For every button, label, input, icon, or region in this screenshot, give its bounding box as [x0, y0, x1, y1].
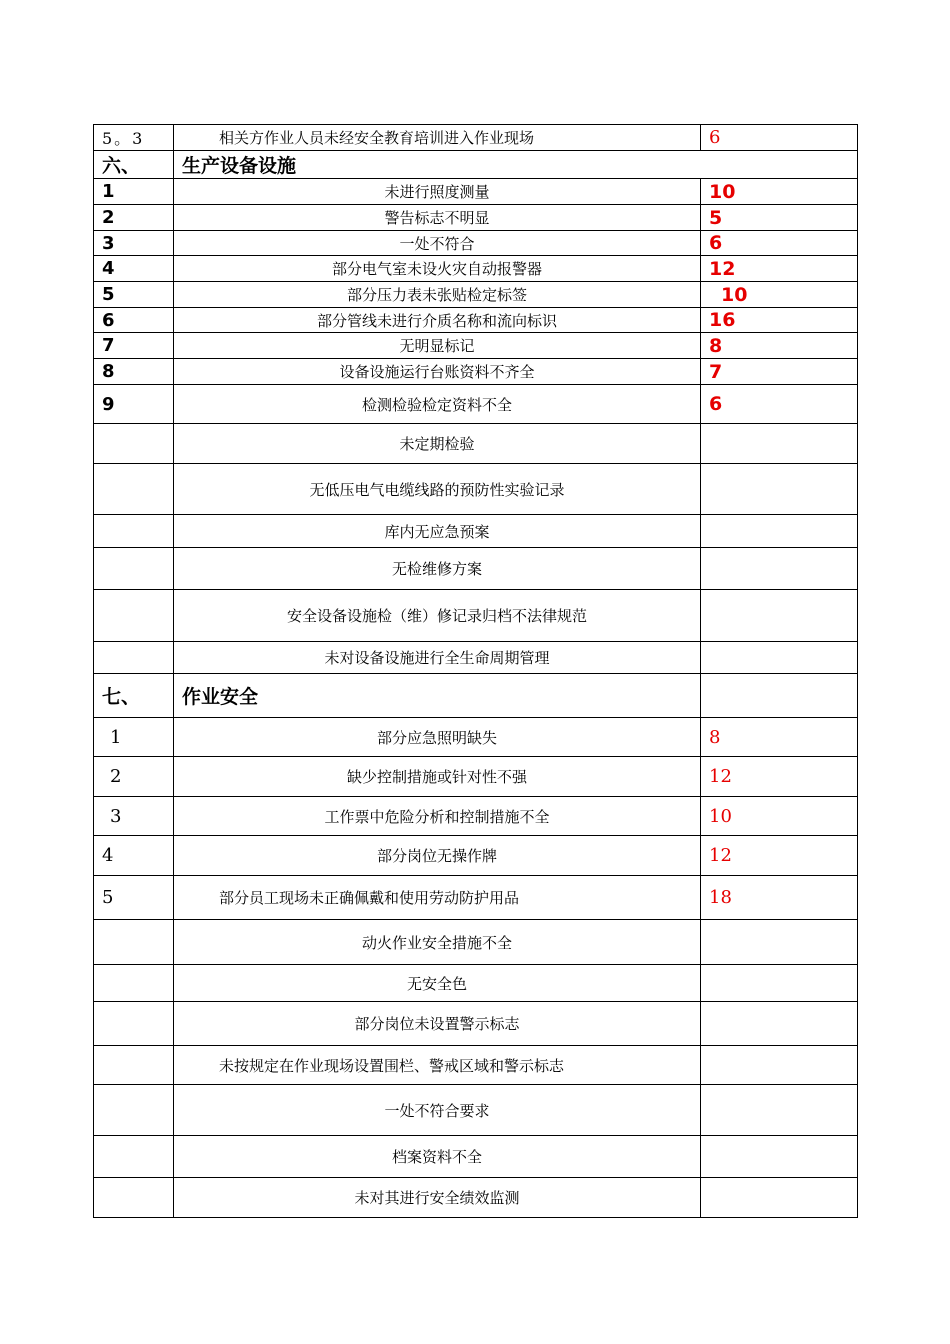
table-row	[94, 205, 858, 231]
item-number	[94, 1178, 174, 1218]
item-number: 3	[94, 797, 174, 836]
item-number: 9	[94, 385, 174, 424]
item-number: 4	[94, 836, 174, 876]
item-description: 未对其进行安全绩效监测	[174, 1178, 701, 1218]
table-row	[94, 965, 858, 1002]
table-row	[94, 256, 858, 282]
table-row	[94, 1002, 858, 1046]
item-description: 部分岗位无操作牌	[174, 836, 701, 876]
item-score	[701, 548, 858, 590]
item-number	[94, 590, 174, 642]
table-row	[94, 515, 858, 548]
item-number: 6	[94, 308, 174, 333]
item-number: 8	[94, 359, 174, 385]
item-number	[94, 1136, 174, 1178]
item-description: 缺少控制措施或针对性不强	[174, 757, 701, 797]
section-title: 生产设备设施	[174, 151, 858, 179]
table-row	[94, 282, 858, 308]
item-description: 部分电气室未设火灾自动报警器	[174, 256, 701, 282]
item-number: 4	[94, 256, 174, 282]
table-row	[94, 464, 858, 515]
item-description: 库内无应急预案	[174, 515, 701, 548]
item-score	[701, 515, 858, 548]
item-description: 相关方作业人员未经安全教育培训进入作业现场	[174, 125, 701, 151]
item-score: 18	[701, 876, 858, 920]
table-row	[94, 385, 858, 424]
table-row	[94, 231, 858, 256]
item-description: 无低压电气电缆线路的预防性实验记录	[174, 464, 701, 515]
item-score: 6	[701, 125, 858, 151]
item-number: 1	[94, 718, 174, 757]
item-number: 2	[94, 757, 174, 797]
item-number: 1	[94, 179, 174, 205]
item-description: 未按规定在作业现场设置围栏、警戒区域和警示标志	[174, 1046, 701, 1085]
item-description: 未对设备设施进行全生命周期管理	[174, 642, 701, 674]
table-row	[94, 797, 858, 836]
table-row	[94, 424, 858, 464]
item-score	[701, 1002, 858, 1046]
item-score	[701, 464, 858, 515]
item-description: 部分管线未进行介质名称和流向标识	[174, 308, 701, 333]
item-description: 档案资料不全	[174, 1136, 701, 1178]
item-description: 部分压力表未张贴检定标签	[174, 282, 701, 308]
table-row	[94, 718, 858, 757]
item-description: 安全设备设施检（维）修记录归档不法律规范	[174, 590, 701, 642]
section-score	[701, 674, 858, 718]
table-row	[94, 836, 858, 876]
table-row	[94, 642, 858, 674]
section-number: 六、	[94, 151, 174, 179]
item-description: 一处不符合要求	[174, 1085, 701, 1136]
table-row	[94, 179, 858, 205]
item-score: 8	[701, 718, 858, 757]
item-score: 12	[701, 836, 858, 876]
item-score: 12	[701, 757, 858, 797]
item-score	[701, 965, 858, 1002]
item-description: 无明显标记	[174, 333, 701, 359]
table-row	[94, 590, 858, 642]
item-description: 无检维修方案	[174, 548, 701, 590]
item-description: 工作票中危险分析和控制措施不全	[174, 797, 701, 836]
item-number: 7	[94, 333, 174, 359]
table-row	[94, 125, 858, 151]
item-description: 设备设施运行台账资料不齐全	[174, 359, 701, 385]
item-score	[701, 424, 858, 464]
table-row	[94, 757, 858, 797]
table-row	[94, 1046, 858, 1085]
item-description: 部分应急照明缺失	[174, 718, 701, 757]
section-header-row	[94, 151, 858, 179]
item-number	[94, 515, 174, 548]
item-description: 未定期检验	[174, 424, 701, 464]
item-score	[701, 642, 858, 674]
item-number	[94, 1046, 174, 1085]
item-score: 10	[701, 179, 858, 205]
item-number: 3	[94, 231, 174, 256]
item-number	[94, 464, 174, 515]
section-title: 作业安全	[174, 674, 701, 718]
item-score: 10	[701, 797, 858, 836]
item-number	[94, 548, 174, 590]
table-row	[94, 1136, 858, 1178]
item-score	[701, 920, 858, 965]
item-score: 6	[701, 231, 858, 256]
item-number: 5。3	[94, 125, 174, 151]
item-number	[94, 1085, 174, 1136]
item-score: 8	[701, 333, 858, 359]
section-header-row	[94, 674, 858, 718]
item-description: 部分岗位未设置警示标志	[174, 1002, 701, 1046]
item-number	[94, 642, 174, 674]
item-score: 12	[701, 256, 858, 282]
item-description: 未进行照度测量	[174, 179, 701, 205]
item-score	[701, 590, 858, 642]
table-row	[94, 920, 858, 965]
table-row	[94, 359, 858, 385]
table-row	[94, 1085, 858, 1136]
item-score: 16	[701, 308, 858, 333]
item-description: 无安全色	[174, 965, 701, 1002]
item-description: 一处不符合	[174, 231, 701, 256]
item-score: 7	[701, 359, 858, 385]
item-number: 2	[94, 205, 174, 231]
item-score: 5	[701, 205, 858, 231]
table-row	[94, 308, 858, 333]
item-number	[94, 920, 174, 965]
section-number: 七、	[94, 674, 174, 718]
item-description: 部分员工现场未正确佩戴和使用劳动防护用品	[174, 876, 701, 920]
item-score	[701, 1178, 858, 1218]
item-number: 5	[94, 282, 174, 308]
item-score: 10	[701, 282, 858, 308]
item-score	[701, 1046, 858, 1085]
table-row	[94, 548, 858, 590]
inspection-table	[93, 124, 858, 1218]
table-row	[94, 876, 858, 920]
item-number: 5	[94, 876, 174, 920]
item-description: 警告标志不明显	[174, 205, 701, 231]
item-score: 6	[701, 385, 858, 424]
item-score	[701, 1085, 858, 1136]
table-row	[94, 1178, 858, 1218]
table-row	[94, 333, 858, 359]
item-description: 动火作业安全措施不全	[174, 920, 701, 965]
item-number	[94, 1002, 174, 1046]
item-score	[701, 1136, 858, 1178]
item-description: 检测检验检定资料不全	[174, 385, 701, 424]
item-number	[94, 424, 174, 464]
item-number	[94, 965, 174, 1002]
